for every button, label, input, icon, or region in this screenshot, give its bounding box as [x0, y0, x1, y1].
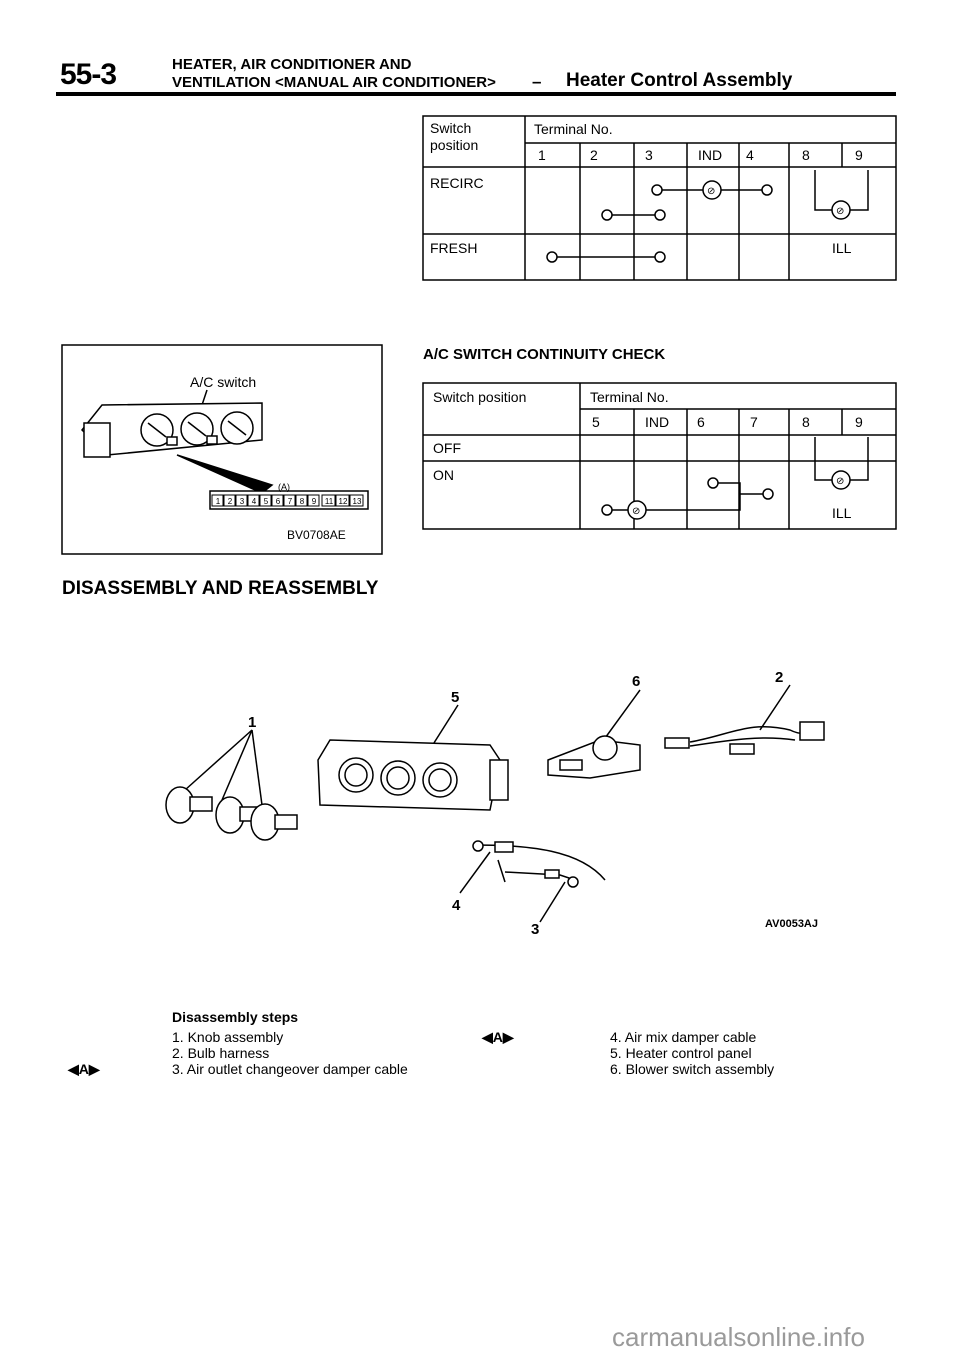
- step-3-marker: ◀A▶: [68, 1061, 100, 1077]
- pin-12: 12: [338, 497, 348, 506]
- ill-lamp-icon-2: ⊘: [836, 476, 845, 487]
- ill-lamp-icon: ⊘: [836, 206, 845, 217]
- indicator-lamp-icon: ⊘: [707, 186, 716, 197]
- pin-5: 5: [263, 497, 269, 506]
- table1-terminal-4: 4: [746, 147, 754, 163]
- pin-2: 2: [227, 497, 233, 506]
- table2-terminal-7: 7: [750, 414, 758, 430]
- section-title: Heater Control Assembly: [566, 70, 793, 91]
- table1-row-fresh: FRESH: [430, 240, 478, 256]
- table2-switch-position-header: Switch position: [433, 389, 527, 405]
- callout-4: 4: [452, 897, 461, 914]
- callout-2: 2: [775, 669, 784, 686]
- pin-1: 1: [215, 497, 221, 506]
- callout-1: 1: [248, 714, 257, 731]
- pin-13: 13: [352, 497, 362, 506]
- table1-terminal-ind: IND: [698, 147, 723, 163]
- pin-11: 11: [324, 497, 334, 506]
- table2-terminal-8: 8: [802, 414, 810, 430]
- connector-mark: (A): [278, 482, 290, 492]
- step-4: 4. Air mix damper cable: [610, 1029, 757, 1045]
- step-3: 3. Air outlet changeover damper cable: [172, 1061, 408, 1077]
- table2-terminal-5: 5: [592, 414, 600, 430]
- table1-terminal-2: 2: [590, 147, 598, 163]
- page-number: 55-3: [60, 58, 117, 91]
- header-line-2: VENTILATION <MANUAL AIR CONDITIONER>: [172, 74, 496, 91]
- step-1: 1. Knob assembly: [172, 1029, 284, 1045]
- header-dash: –: [532, 72, 542, 91]
- step-6: 6. Blower switch assembly: [610, 1061, 775, 1077]
- pin-6: 6: [275, 497, 281, 506]
- step-5: 5. Heater control panel: [610, 1045, 752, 1061]
- table2-terminal-ind: IND: [645, 414, 670, 430]
- indicator-lamp-icon-2: ⊘: [632, 506, 641, 517]
- pin-3: 3: [239, 497, 245, 506]
- table2-ill-label: ILL: [832, 505, 852, 521]
- step-4-marker: ◀A▶: [482, 1029, 514, 1045]
- steps-title: Disassembly steps: [172, 1009, 299, 1025]
- header-line-1: HEATER, AIR CONDITIONER AND: [172, 56, 412, 73]
- pin-8: 8: [299, 497, 305, 506]
- table1-terminal-no-header: Terminal No.: [534, 121, 613, 137]
- callout-3: 3: [531, 921, 540, 938]
- table2-row-on: ON: [433, 467, 454, 483]
- table1-terminal-1: 1: [538, 147, 546, 163]
- table1-terminal-3: 3: [645, 147, 653, 163]
- ac-check-title: A/C SWITCH CONTINUITY CHECK: [423, 346, 666, 363]
- pin-7: 7: [287, 497, 293, 506]
- callout-6: 6: [632, 673, 641, 690]
- table1-terminal-8: 8: [802, 147, 810, 163]
- disassembly-title: DISASSEMBLY AND REASSEMBLY: [62, 578, 379, 599]
- table2-terminal-9: 9: [855, 414, 863, 430]
- ac-switch-callout: A/C switch: [190, 374, 257, 390]
- table2-terminal-no-header: Terminal No.: [590, 389, 669, 405]
- table1-row-recirc: RECIRC: [430, 175, 484, 191]
- figure2-code: AV0053AJ: [765, 918, 818, 930]
- pin-9: 9: [311, 497, 317, 506]
- watermark: carmanualsonline.info: [612, 1322, 865, 1352]
- table1-ill-label: ILL: [832, 240, 852, 256]
- pin-4: 4: [251, 497, 257, 506]
- table1-terminal-9: 9: [855, 147, 863, 163]
- table2-terminal-6: 6: [697, 414, 705, 430]
- table2-row-off: OFF: [433, 440, 461, 456]
- figure1-code: BV0708AE: [287, 528, 346, 542]
- step-2: 2. Bulb harness: [172, 1045, 270, 1061]
- table1-switch-position-header: Switch position: [430, 120, 479, 153]
- callout-5: 5: [451, 689, 460, 706]
